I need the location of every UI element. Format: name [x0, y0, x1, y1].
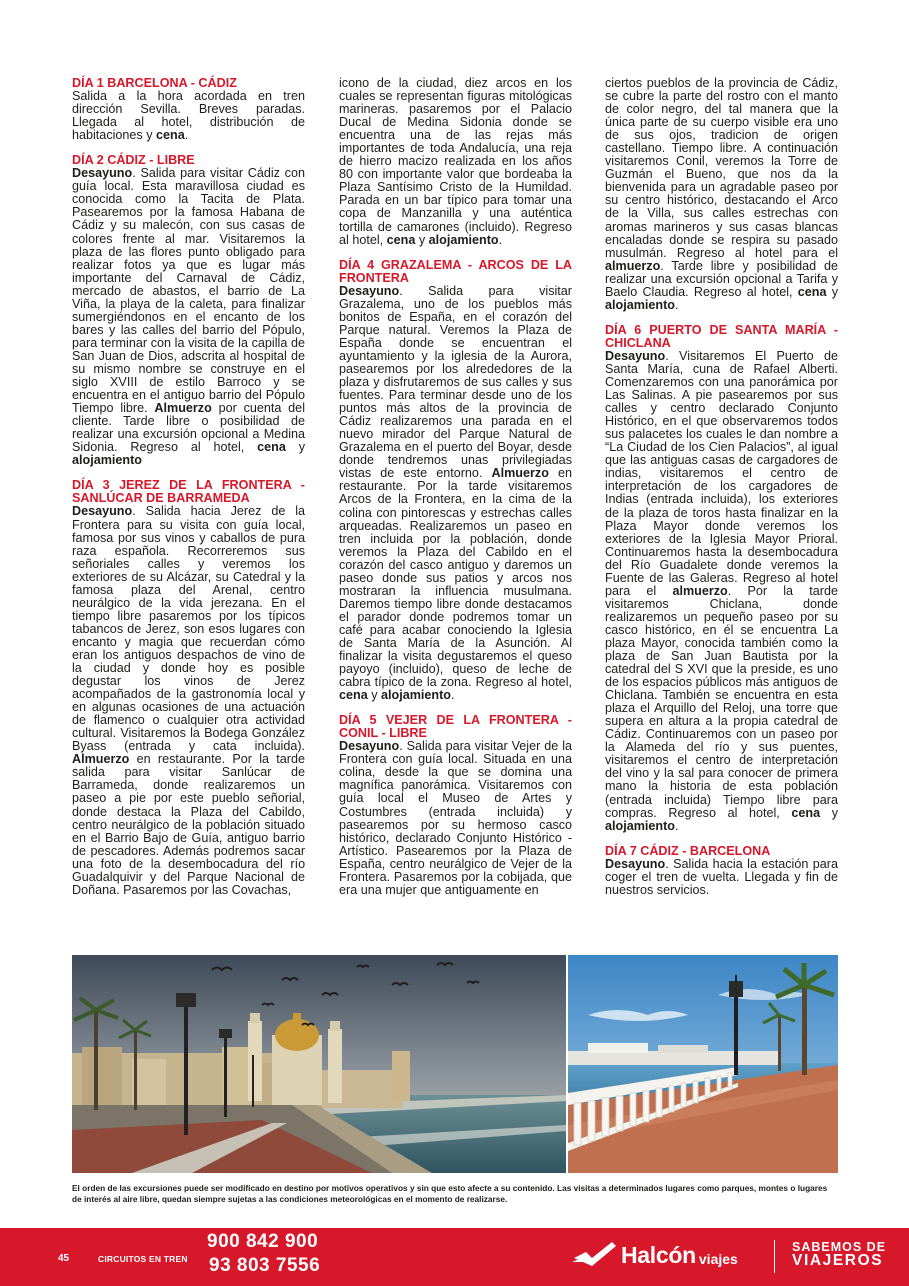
page-number: 45: [58, 1253, 70, 1264]
brand-subtitle: viajes: [698, 1250, 738, 1267]
day-4: [339, 259, 572, 703]
disclaimer-note: El orden de las excursiones puede ser modificado en destino por motivos operativos y sin que esto afecte a su contenido. Las visitas a determinados lugares como parques, montes o lugares de interés al aire libre, quedan siempre sujetas a las condiciones meteorológicas en el momento de realizarse.: [72, 1183, 828, 1204]
phone-number-primary[interactable]: 900 842 900: [207, 1231, 319, 1252]
day-title: DÍA 7 CÁDIZ - BARCELONA: [605, 843, 771, 858]
day-6: [605, 324, 838, 833]
day-description: Desayuno. Salida hacia Jerez de la Frontera para su visita con guía local, famosa por sus vinos y caballos de pura raza española. Recorreremos sus señoriales calles y veremos los exteriores de su Alcázar, su Catedral y la famosa plaza del Arenal, centro neurálgico de la vida jerezana. En el tiempo libre pasaremos por los típicos tabancos de Jerez, son esos lugares con encanto y magia que recuerdan cómo eran los antiguos despachos de vino de la ciudad y donde hoy es posible degustar los vinos de Jerez acompañados de la gastronomía local y en algunas ocasiones de una actuación de flamenco o cualquier otra actividad cultural. Visitaremos la Bodega González Byass (entrada y cata incluida). Almuerzo en restaurante. Por la tarde salida para visitar Sanlúcar de Barrameda, donde realizaremos un paseo a pie por este pueblo señorial, donde destaca la Plaza del Cabildo, centro neurálgico de la población situado en el Barrio Bajo de Guía, antiguo barrio de pescadores. Además podremos sacar una foto de la desembocadura del río Guadalquivir y del Parque Nacional de Doñana. Pasaremos por las Covachas,: [72, 504, 306, 897]
day-title: DÍA 1 BARCELONA - CÁDIZ: [72, 76, 237, 90]
footer-divider: [774, 1240, 775, 1273]
itinerary-column-1: [72, 77, 305, 909]
day-description: Salida a la hora acordada en tren dirección Sevilla. Breves paradas. Llegada al hotel, distribución de habitaciones y cena.: [72, 89, 305, 143]
day-2: [72, 154, 305, 467]
day-description: Desayuno. Salida para visitar Cádiz con guía local. Esta maravillosa ciudad es conocida como la Tacita de Plata. Pasearemos por la famosa Habana de Cádiz y su malecón, con sus casas de colores frente al mar. Visitaremos la plaza de las flores punto obligado para realizar fotos ya que es lugar más importante del Carnaval de Cádiz, mercado de abastos, el barrio de La Viña, la playa de la caleta, para finalizar sumergiéndonos en el encanto de los bares y las calles del barrio del Pópulo, para terminar con la visita de la capilla de San Juan de Dios, adscrita al hospital de su mismo nombre se construye en el siglo XVIII de estilo Barroco y se encuentra en el antiguo barrio del Pópulo Tiempo libre. Almuerzo por cuenta del cliente. Tarde libre o posibilidad de realizar una excursión opcional a Medina Sidonia. Regreso al hotel, cena y alojamiento: [72, 166, 306, 468]
day-description: Desayuno. Salida hacia la estación para coger el tren de vuelta. Llegada y fin de nuestros servicios.: [605, 856, 838, 897]
phone-number-secondary[interactable]: 93 803 7556: [209, 1255, 321, 1276]
day-title: DÍA 3 JEREZ DE LA FRONTERA - SANLÚCAR DE BARRAMEDA: [72, 478, 305, 506]
promenade-illustration: [568, 955, 838, 1173]
day-5-continued: [605, 77, 838, 312]
day-description: icono de la ciudad, diez arcos en los cuales se representan figuras mitológicas marineras. pasaremos por el Palacio Ducal de Medina Sidonia donde se encuentra una de las rejas más importantes de toda Andalucía, una reja de hierro macizo realizada en los años 80 con importante valor que bordeaba la Plaza Santísimo Cristo de la Humildad. Parada en un bar típico para tomar una copa de Manzanilla y una auténtica tortilla de camarones (incluido). Regreso al hotel, cena y alojamiento.: [339, 76, 573, 247]
day-3: [72, 479, 305, 897]
day-title: DÍA 2 CÁDIZ - LIBRE: [72, 153, 195, 168]
day-description: Desayuno. Visitaremos El Puerto de Santa María, cuna de Rafael Alberti. Comenzaremos con una panorámica por Las Salinas. A pie pasearemos por sus calles y centro declarado Conjunto Histórico, en el que observaremos todos sus palacetes los cuales le dan nombre a “La Ciudad de los Cien Palacios”, al igual que las antiguas casas de cargadores de indias, visitaremos el centro de interpretación de los cargadores de Indias (entrada incluida), los exteriores de la plaza de toros hasta finalizar en la Plaza Mayor donde veremos los exteriores de la Iglesia Mayor Prioral. Continuaremos hasta la desembocadura del Río Guadalete donde veremos la Fuente de las Galeras. Regreso al hotel para el almuerzo. Por la tarde visitaremos Chiclana, donde realizaremos un pequeño paseo por su casco histórico, en él se encuentra La plaza Mayor, conocida también como la plaza de San Juan Bautista por la catedral del S XVI que la preside, es uno de los espacios públicos más antiguos de Chiclana. También se encuentra en esta plaza el Arquillo del Reloj, una torre que supera en altura a la propia catedral de Cádiz. Continuaremos con un paseo por la Alameda del río y sus puentes, visitaremos el centro de interpretación del vino y la sal para conocer de primera mano la historia de esta población (entrada incluida) Tiempo libre para compras. Regreso al hotel, cena y alojamiento.: [605, 348, 839, 833]
itinerary-column-2: [339, 77, 572, 909]
day-description: Desayuno. Salida para visitar Vejer de la Frontera con guía local. Situada en una colina, desde la que se domina una magnífica panorámica. Visitaremos con guía local el Museo de Artes y Costumbres (entrada incluida) y pasearemos por su hermoso casco histórico, declarado Conjunto Histórico - Artístico. Pasearemos por la Plaza de España, centro neurálgico de Vejer de la Frontera. Pasaremos por la cobijada, que era una mujer que antiguamente en: [339, 739, 573, 897]
day-3-continued: [339, 77, 572, 247]
cadiz-cathedral-photo: [72, 955, 566, 1173]
day-5: [339, 714, 572, 897]
brand-tagline: SABEMOS DE VIAJEROS: [792, 1240, 887, 1269]
cadiz-cathedral-illustration: [72, 955, 566, 1173]
footer-bar: [0, 1228, 909, 1286]
day-description: ciertos pueblos de la provincia de Cádiz, se cubre la parte del rostro con el manto de color negro, del tal manera que la única parte de su cuerpo visible era uno de sus ojos, tradicion de origen castellano. Tiempo libre. A continuación visitaremos Conil, veremos la Torre de Guzmán el Bueno, que nos da la bienvenida para un agradable paseo por su centro histórico, destacando el Arco de la Villa, sus calles estrechas con aromas marineros y sus casas blancas encaladas donde se respira su pasado musulmán. Regreso al hotel para el almuerzo. Tarde libre y posibilidad de realizar una excursión opcional a Tarifa y Baelo Claudia. Regreso al hotel, cena y alojamiento.: [605, 76, 839, 312]
halcon-wing-icon: [572, 1240, 618, 1270]
day-7: [605, 845, 838, 897]
halcon-viajes-logo: [572, 1238, 738, 1272]
day-description: Desayuno. Salida para visitar Grazalema, uno de los pueblos más bonitos de España, en el corazón del Parque natural. Veremos la Plaza de España donde se encuentran el ayuntamiento y la iglesia de la Aurora, pasearemos por los alrededores de la plaza y disfrutaremos de sus calles y sus fuentes. Para terminar desde uno de los puntos más altos de la provincia de Cádiz realizaremos una parada en el nuevo mirador del Parque Natural de Grazalema en el puerto del Boyar, desde donde tendremos unas privilegiadas vistas de este entorno. Almuerzo en restaurante. Por la tarde visitaremos Arcos de la Frontera, en la cima de la colina con pintorescas y estrechas calles arqueadas. Realizaremos un paseo en tren incluida por la población, donde veremos la Plaza del Cabildo en el corazón del casco antiguo y daremos un paseo donde sus patios y arcos nos mostraran la influencia musulmana. Daremos tiempo libre donde destacamos el parador donde podremos tomar un café para acabar conociendo la Iglesia de Santa María de la Asunción. Al finalizar la visita degustaremos el queso payoyo (incluido), queso de leche de cabra típico de la zona. Regreso al hotel, cena y alojamiento.: [339, 283, 572, 703]
day-title: DÍA 5 VEJER DE LA FRONTERA - CONIL - LIBRE: [339, 713, 572, 741]
day-title: DÍA 6 PUERTO DE SANTA MARÍA - CHICLANA: [605, 322, 838, 350]
section-label: CIRCUITOS EN TREN: [98, 1254, 188, 1264]
itinerary-column-3: [605, 77, 838, 909]
brand-name: Halcón: [621, 1241, 696, 1268]
promenade-balustrade-photo: [568, 955, 838, 1173]
day-title: DÍA 4 GRAZALEMA - ARCOS DE LA FRONTERA: [339, 257, 572, 285]
day-1: [72, 77, 305, 142]
